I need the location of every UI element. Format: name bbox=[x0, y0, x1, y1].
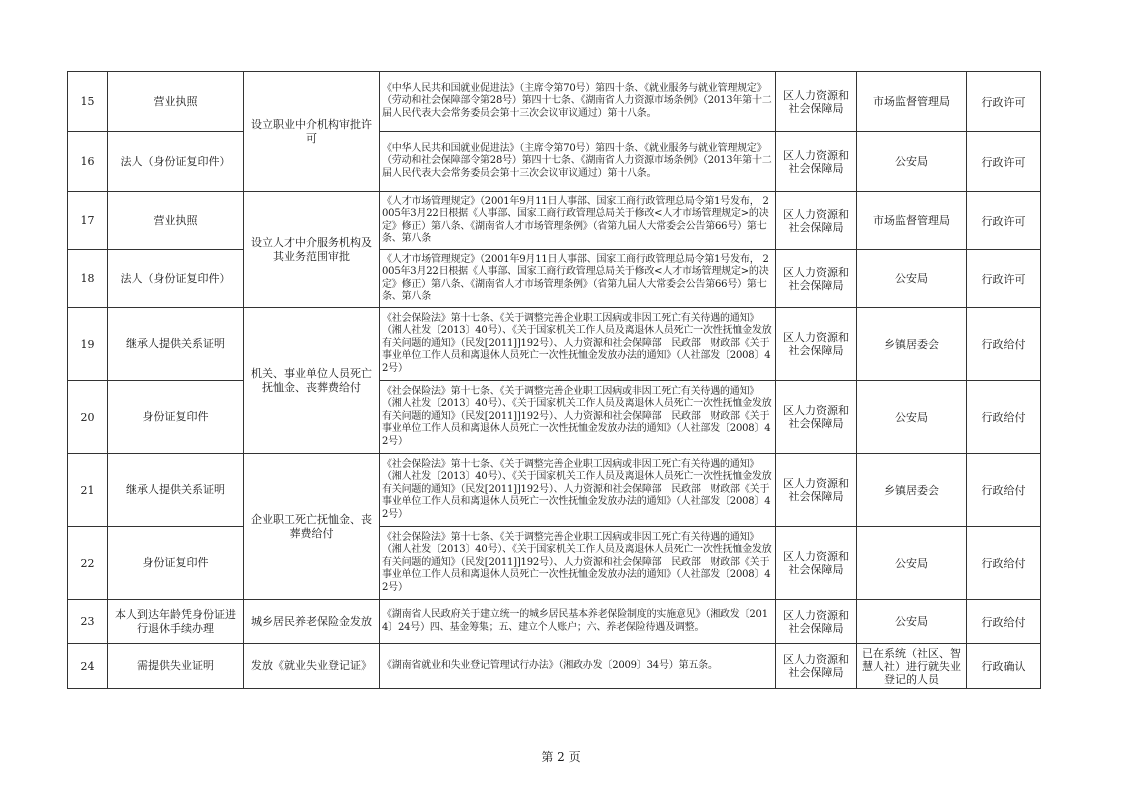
table-row bbox=[68, 600, 1041, 644]
material-cell: 继承人提供关系证明 bbox=[108, 454, 244, 527]
row-number: 15 bbox=[68, 72, 108, 132]
row-number: 21 bbox=[68, 454, 108, 527]
table-row bbox=[68, 644, 1041, 689]
table-row bbox=[68, 454, 1041, 527]
matter-type-cell: 行政许可 bbox=[967, 250, 1041, 308]
department-cell: 区人力资源和社会保障局 bbox=[776, 132, 857, 192]
item-name-cell: 城乡居民养老保险金发放 bbox=[244, 600, 380, 644]
issuing-authority-cell: 公安局 bbox=[857, 527, 967, 600]
materials-table bbox=[67, 71, 1041, 689]
row-number: 16 bbox=[68, 132, 108, 192]
table-row bbox=[68, 132, 1041, 192]
row-number: 19 bbox=[68, 308, 108, 381]
matter-type-cell: 行政给付 bbox=[967, 527, 1041, 600]
department-cell: 区人力资源和社会保障局 bbox=[776, 192, 857, 250]
material-cell: 需提供失业证明 bbox=[108, 644, 244, 689]
material-cell: 本人到达年龄凭身份证进行退休手续办理 bbox=[108, 600, 244, 644]
material-cell: 法人（身份证复印件） bbox=[108, 132, 244, 192]
department-cell: 区人力资源和社会保障局 bbox=[776, 644, 857, 689]
matter-type-cell: 行政给付 bbox=[967, 600, 1041, 644]
row-number: 23 bbox=[68, 600, 108, 644]
material-cell: 身份证复印件 bbox=[108, 381, 244, 454]
matter-type-cell: 行政确认 bbox=[967, 644, 1041, 689]
table-row bbox=[68, 250, 1041, 308]
item-name-cell: 企业职工死亡抚恤金、丧葬费给付 bbox=[244, 454, 380, 600]
department-cell: 区人力资源和社会保障局 bbox=[776, 527, 857, 600]
table-row bbox=[68, 381, 1041, 454]
legal-basis-cell: 《人才市场管理规定》（2001年9月11日人事部、国家工商行政管理总局令第1号发布， 2005年3月22日根据《人事部、国家工商行政管理总局关于修改<人才市场管理规定>的决定》修正）第八条、《湖南省人才市场管理条例》（省第九届人大常委会公告第66号）第七条、第八条 bbox=[380, 250, 776, 308]
department-cell: 区人力资源和社会保障局 bbox=[776, 72, 857, 132]
legal-basis-cell: 《人才市场管理规定》（2001年9月11日人事部、国家工商行政管理总局令第1号发布， 2005年3月22日根据《人事部、国家工商行政管理总局关于修改<人才市场管理规定>的决定》修正）第八条、《湖南省人才市场管理条例》（省第九届人大常委会公告第66号）第七条、第八条 bbox=[380, 192, 776, 250]
row-number: 22 bbox=[68, 527, 108, 600]
table-row bbox=[68, 72, 1041, 132]
row-number: 17 bbox=[68, 192, 108, 250]
department-cell: 区人力资源和社会保障局 bbox=[776, 600, 857, 644]
row-number: 24 bbox=[68, 644, 108, 689]
matter-type-cell: 行政许可 bbox=[967, 192, 1041, 250]
matter-type-cell: 行政给付 bbox=[967, 381, 1041, 454]
matter-type-cell: 行政许可 bbox=[967, 132, 1041, 192]
matter-type-cell: 行政给付 bbox=[967, 454, 1041, 527]
item-name-cell: 设立职业中介机构审批许可 bbox=[244, 72, 380, 192]
department-cell: 区人力资源和社会保障局 bbox=[776, 250, 857, 308]
matter-type-cell: 行政许可 bbox=[967, 72, 1041, 132]
issuing-authority-cell: 市场监督管理局 bbox=[857, 72, 967, 132]
issuing-authority-cell: 公安局 bbox=[857, 381, 967, 454]
material-cell: 法人（身份证复印件） bbox=[108, 250, 244, 308]
material-cell: 身份证复印件 bbox=[108, 527, 244, 600]
legal-basis-cell: 《社会保险法》第十七条、《关于调整完善企业职工因病或非因工死亡有关待遇的通知》（湘人社发〔2013〕40号）、《关于国家机关工作人员及离退休人员死亡一次性抚恤金发放有关问题的通知》（民发[2011]]192号）、人力资源和社会保障部 民政部 财政部《关于事业单位工作人员和离退休人员死亡一次性抚恤金发放办法的通知》（人社部发〔2008〕42号） bbox=[380, 454, 776, 527]
legal-basis-cell: 《湖南省人民政府关于建立统一的城乡居民基本养老保险制度的实施意见》（湘政发〔2014〕24号）四、基金筹集；五、建立个人账户；六、养老保险待遇及调整。 bbox=[380, 600, 776, 644]
issuing-authority-cell: 公安局 bbox=[857, 132, 967, 192]
table-row bbox=[68, 308, 1041, 381]
row-number: 18 bbox=[68, 250, 108, 308]
issuing-authority-cell: 市场监督管理局 bbox=[857, 192, 967, 250]
issuing-authority-cell: 乡镇居委会 bbox=[857, 454, 967, 527]
item-name-cell: 发放《就业失业登记证》 bbox=[244, 644, 380, 689]
legal-basis-cell: 《社会保险法》第十七条、《关于调整完善企业职工因病或非因工死亡有关待遇的通知》（湘人社发〔2013〕40号）、《关于国家机关工作人员及离退休人员死亡一次性抚恤金发放有关问题的通知》（民发[2011]]192号）、人力资源和社会保障部 民政部 财政部《关于事业单位工作人员和离退休人员死亡一次性抚恤金发放办法的通知》（人社部发〔2008〕42号） bbox=[380, 308, 776, 381]
material-cell: 营业执照 bbox=[108, 72, 244, 132]
page-number: 第 2 页 bbox=[541, 750, 581, 764]
material-cell: 继承人提供关系证明 bbox=[108, 308, 244, 381]
legal-basis-cell: 《湖南省就业和失业登记管理试行办法》（湘政办发〔2009〕34号）第五条。 bbox=[380, 644, 776, 689]
legal-basis-cell: 《中华人民共和国就业促进法》（主席令第70号）第四十条、《就业服务与就业管理规定》（劳动和社会保障部令第28号）第四十七条、《湖南省人力资源市场条例》（2013年第十二届人民代表大会常务委员会第十三次会议审议通过）第十八条。 bbox=[380, 72, 776, 132]
table-row bbox=[68, 527, 1041, 600]
matter-type-cell: 行政给付 bbox=[967, 308, 1041, 381]
table-row bbox=[68, 192, 1041, 250]
legal-basis-cell: 《社会保险法》第十七条、《关于调整完善企业职工因病或非因工死亡有关待遇的通知》（湘人社发〔2013〕40号）、《关于国家机关工作人员及离退休人员死亡一次性抚恤金发放有关问题的通知》（民发[2011]]192号）、人力资源和社会保障部 民政部 财政部《关于事业单位工作人员和离退休人员死亡一次性抚恤金发放办法的通知》（人社部发〔2008〕42号） bbox=[380, 527, 776, 600]
issuing-authority-cell: 乡镇居委会 bbox=[857, 308, 967, 381]
issuing-authority-cell: 公安局 bbox=[857, 600, 967, 644]
legal-basis-cell: 《社会保险法》第十七条、《关于调整完善企业职工因病或非因工死亡有关待遇的通知》（湘人社发〔2013〕40号）、《关于国家机关工作人员及离退休人员死亡一次性抚恤金发放有关问题的通知》（民发[2011]]192号）、人力资源和社会保障部 民政部 财政部《关于事业单位工作人员和离退休人员死亡一次性抚恤金发放办法的通知》（人社部发〔2008〕42号） bbox=[380, 381, 776, 454]
issuing-authority-cell: 已在系统（社区、智慧人社）进行就失业登记的人员 bbox=[857, 644, 967, 689]
department-cell: 区人力资源和社会保障局 bbox=[776, 454, 857, 527]
row-number: 20 bbox=[68, 381, 108, 454]
item-name-cell: 设立人才中介服务机构及其业务范围审批 bbox=[244, 192, 380, 308]
material-cell: 营业执照 bbox=[108, 192, 244, 250]
department-cell: 区人力资源和社会保障局 bbox=[776, 308, 857, 381]
issuing-authority-cell: 公安局 bbox=[857, 250, 967, 308]
department-cell: 区人力资源和社会保障局 bbox=[776, 381, 857, 454]
item-name-cell: 机关、事业单位人员死亡抚恤金、丧葬费给付 bbox=[244, 308, 380, 454]
legal-basis-cell: 《中华人民共和国就业促进法》（主席令第70号）第四十条、《就业服务与就业管理规定》（劳动和社会保障部令第28号）第四十七条、《湖南省人力资源市场条例》（2013年第十二届人民代表大会常务委员会第十三次会议审议通过）第十八条。 bbox=[380, 132, 776, 192]
